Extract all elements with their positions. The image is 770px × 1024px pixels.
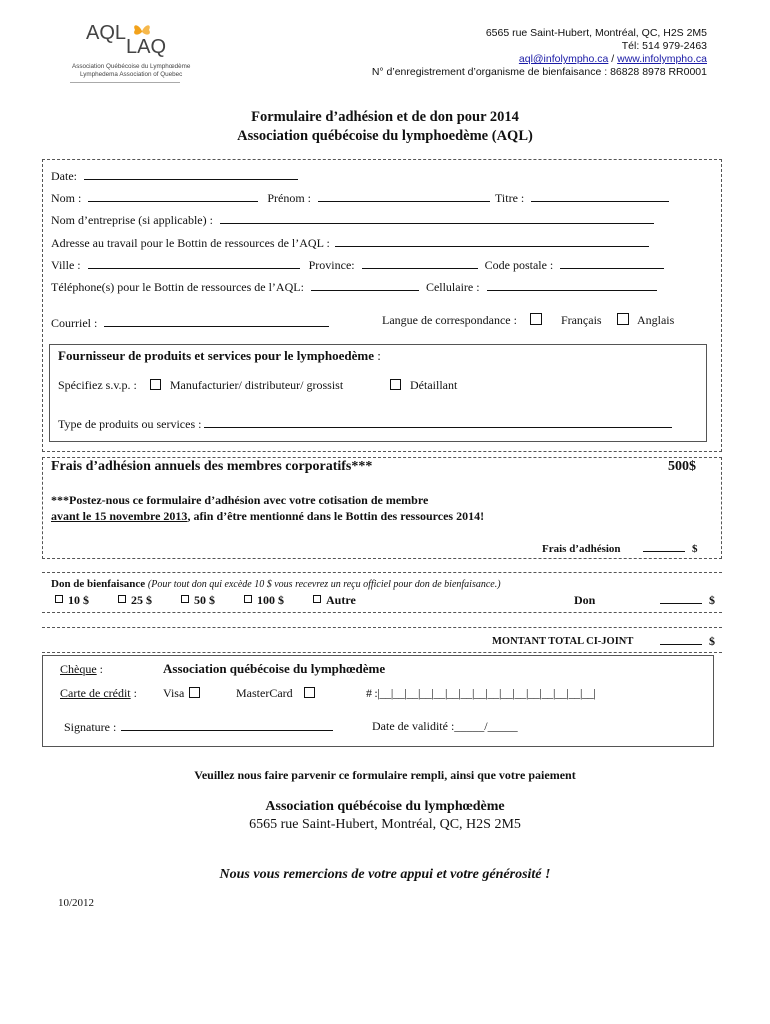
checkbox-100[interactable] [244,595,252,603]
cheque-label: Chèque [60,662,97,676]
francais-checkbox[interactable] [530,313,542,325]
entreprise-field[interactable] [220,212,654,224]
type-produits-field[interactable] [204,416,672,428]
form-version: 10/2012 [58,897,95,909]
anglais-label: Anglais [636,313,675,327]
donation-bottom-divider [42,612,722,613]
title-line2: Association québécoise du lymphoedème (AQL) [237,128,533,144]
total-label: MONTANT TOTAL CI-JOINT [492,636,634,647]
fees-deadline: avant le 15 novembre 2013 [51,509,188,523]
logo-laq: LAQ [126,36,167,58]
manufacturier-label: Manufacturier/ distributeur/ grossist [169,378,344,392]
logo-subtitle-en: Lymphedema Association of Quebec [80,71,183,78]
anglais-checkbox[interactable] [617,313,629,325]
province-field[interactable] [362,257,478,269]
manufacturier-checkbox[interactable] [150,379,161,390]
donation-top-divider [42,572,722,573]
prenom-field[interactable] [318,190,490,202]
titre-label: Titre : [495,191,525,205]
adresse-field[interactable] [335,235,649,247]
products-row [58,416,672,432]
total-dollar: $ [709,634,715,648]
prenom-label: Prénom : [267,191,312,205]
header-charity-number: N° d’enregistrement d’organisme de bienfaisance : 86828 8978 RR0001 [371,66,707,78]
donation-note: (Pour tout don qui excède 10 $ vous recevrez un reçu officiel pour don de bienfaisance.) [147,579,501,590]
signature-label: Signature : [64,720,117,734]
courriel-field[interactable] [104,315,329,327]
header-tel: Tél: 514 979-2463 [621,40,707,52]
name-row [51,190,669,206]
donation-option-25[interactable]: 25 $ [118,593,152,607]
validity-field[interactable]: Date de validité :_____/_____ [372,719,518,733]
cellulaire-label: Cellulaire : [425,280,480,294]
total-field[interactable] [660,635,702,645]
email-row [51,315,329,331]
donation-heading-row [51,578,501,590]
telephone-field[interactable] [311,279,419,291]
don-dollar: $ [709,593,715,607]
cheque-row: Chèque : [60,662,103,676]
total-bottom-divider [42,652,722,653]
checkbox-10[interactable] [55,595,63,603]
company-row [51,212,654,228]
mastercard-label: MasterCard [236,686,293,700]
frais-row [542,542,698,555]
total-amount-row [660,634,715,649]
footer-address: 6565 rue Saint-Hubert, Montréal, QC, H2S 2M5 [249,817,521,832]
donation-options [55,593,356,608]
detaillant-row [390,378,457,393]
fees-note-line2: avant le 15 novembre 2013, afin d’être mentionné dans le Bottin des ressources 2014! [51,509,485,523]
cellulaire-field[interactable] [487,279,657,291]
nom-field[interactable] [88,190,258,202]
don-field[interactable] [660,594,702,604]
phone-row [51,279,657,295]
header-address: 6565 rue Saint-Hubert, Montréal, QC, H2S 2M5 [485,27,707,39]
date-label: Date: [51,169,77,183]
logo-divider [70,82,180,83]
mastercard-option[interactable] [236,686,321,701]
footer-org: Association québécoise du lymphœdème [265,799,505,814]
titre-field[interactable] [531,190,669,202]
ville-label: Ville : [51,258,81,272]
don-label: Don [574,593,596,607]
card-number-field[interactable]: # :|__|__|__|__|__|__|__|__|__|__|__|__|__|__|__|__| [366,686,596,700]
address-row [51,235,649,251]
frais-field[interactable] [643,542,685,552]
adresse-label: Adresse au travail pour le Bottin de ressources de l’AQL : [51,236,330,250]
mastercard-checkbox[interactable] [304,687,315,698]
donation-option-50[interactable]: 50 $ [181,593,215,607]
code-postal-label: Code postale : [484,258,554,272]
cheque-payee: Association québécoise du lymphœdème [163,661,386,676]
logo-aql: AQL [86,22,127,44]
date-field[interactable] [84,168,298,180]
checkbox-25[interactable] [118,595,126,603]
detaillant-checkbox[interactable] [390,379,401,390]
thank-you: Nous vous remercions de votre appui et votre générosité ! [219,867,551,882]
fees-heading: Frais d’adhésion annuels des membres corporatifs*** [51,459,373,474]
fees-note [51,492,484,524]
fees-note-line1: ***Postez-nous ce formulaire d’adhésion avec votre cotisation de membre [51,493,429,507]
language-row [382,313,674,328]
nom-label: Nom : [51,191,82,205]
title-line1: Formulaire d’adhésion et de don pour 2014 [251,109,519,125]
checkbox-50[interactable] [181,595,189,603]
francais-label: Français [560,313,602,327]
visa-checkbox[interactable] [189,687,200,698]
langue-label: Langue de correspondance : [382,313,517,327]
visa-option[interactable] [163,686,206,701]
donation-option-autre[interactable]: Autre [313,593,356,607]
signature-row [64,719,333,735]
donation-heading: Don de bienfaisance [51,578,146,590]
header-contact [330,27,707,79]
checkbox-autre[interactable] [313,595,321,603]
visa-label: Visa [163,686,185,700]
fees-amount: 500$ [668,459,696,474]
code-postal-field[interactable] [560,257,664,269]
carte-label: Carte de crédit [60,686,131,700]
signature-field[interactable] [121,719,333,731]
don-amount-row [660,593,715,608]
logo [70,22,200,84]
supplier-heading: Fournisseur de produits et services pour le lymphoedème : [58,348,381,363]
total-top-divider [42,627,722,628]
supplier-type-row [58,378,343,393]
frais-label: Frais d’adhésion [542,543,621,555]
supplier-heading-text: Fournisseur de produits et services pour le lymphoedème [58,348,374,363]
ville-field[interactable] [88,257,300,269]
type-produits-label: Type de produits ou services : [58,417,202,431]
frais-dollar: $ [692,543,698,555]
page-title [0,108,770,146]
email-link[interactable]: aql@infolympho.ca [518,53,609,65]
city-row [51,257,664,273]
donation-option-10[interactable]: 10 $ [55,593,89,607]
website-link[interactable]: www.infolympho.ca [617,53,707,65]
specifiez-label: Spécifiez s.v.p. : [58,378,137,392]
logo-subtitle-fr: Association Québécoise du Lymphœdème [72,63,191,70]
province-label: Province: [308,258,355,272]
header-web: aql@infolympho.ca / www.infolympho.ca [518,53,707,65]
telephone-label: Téléphone(s) pour le Bottin de ressources de l’AQL: [51,280,304,294]
entreprise-label: Nom d’entreprise (si applicable) : [51,213,213,227]
donation-option-100[interactable]: 100 $ [244,593,284,607]
date-row [51,168,298,184]
send-instructions: Veuillez nous faire parvenir ce formulaire rempli, ainsi que votre paiement [194,768,576,782]
detaillant-label: Détaillant [410,378,458,392]
courriel-label: Courriel : [51,316,98,330]
card-row: Carte de crédit : [60,686,137,700]
